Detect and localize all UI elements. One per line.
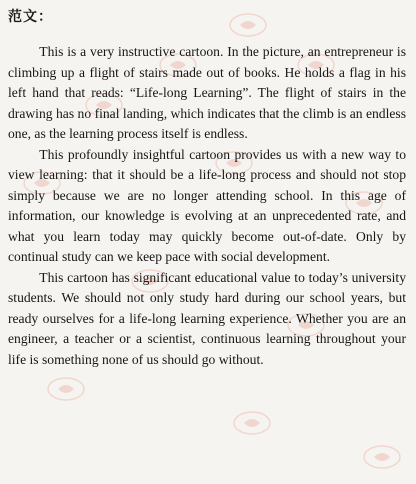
watermark-stamp (46, 376, 86, 402)
essay-body (8, 42, 406, 370)
paragraph-1: This is a very instructive cartoon. In the picture, an entrepreneur is climbing up a flight of stairs made out of books. He holds a flag in his left hand that reads: “Life-long Learning”. The flight of stairs in the drawing has no final landing, which indicates that the climb is an endless one, as the learning process itself is endless. (8, 44, 406, 141)
paragraph-2: This profoundly insightful cartoon provides us with a new way to view learning: that it should be a life-long process and should not stop simply because we are no longer attending school. In this age of information, our knowledge is evolving at an unprecedented rate, and what you learn today may quickly become out-of-date. Only by continual study can we keep pace with social development. (8, 146, 406, 264)
paragraph-3: This cartoon has significant educational value to today’s university students. We should not only study hard during our school years, but ready ourselves for a life-long learning experience. Whether you are an engineer, a teacher or a scientist, continuous learning throughout your life is something none of us should go without. (8, 269, 406, 367)
watermark-stamp (228, 12, 268, 38)
watermark-stamp (362, 444, 402, 470)
watermark-stamp (232, 410, 272, 436)
section-heading: 范文： (8, 9, 53, 25)
